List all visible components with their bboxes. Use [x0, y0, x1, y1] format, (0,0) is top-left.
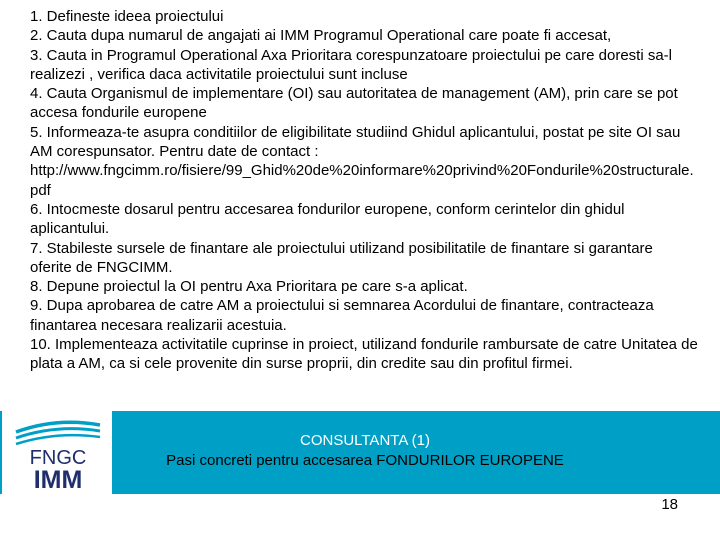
step-2: 2. Cauta dupa numarul de angajati ai IMM Programul Operational care poate fi accesat, — [30, 27, 612, 45]
fngc-imm-logo — [2, 411, 112, 494]
step-1: 1. Defineste ideea proiectului — [30, 8, 224, 25]
step-4: 4. Cauta Organismul de implementare (OI) sau autoritatea de management (AM), prin care se pot accesa fondurile europene — [30, 85, 678, 122]
footer-title: CONSULTANTA (1) — [299, 432, 430, 449]
page-number: 18 — [661, 496, 678, 513]
step-6: 6. Intocmeste dosarul pentru accesarea fondurilor europene, conform cerintelor din ghidul aplicantului. — [30, 200, 625, 238]
step-10: 10. Implementeaza activitatile cuprinse in proiect, utilizand fondurile rambursate de catre Unitatea de plata a AM, ca si cele provenite din surse proprii, din credite sau din profitul firmei. — [30, 336, 698, 373]
logo-top-text: FNGC — [29, 447, 87, 469]
step-9: 9. Dupa aprobarea de catre AM a proiectului si semnarea Acordului de finantare, contracteaza finantarea necesara realizarii acestuia. — [30, 297, 654, 334]
steps-list — [30, 7, 698, 374]
step-7: 7. Stabileste sursele de finantare ale proiectului utilizand posibilitatile de finantare si garantare oferite de FNGCIMM. — [30, 239, 653, 276]
step-8: 8. Depune proiectul la OI pentru Axa Prioritara pe care s-a aplicat. — [30, 278, 468, 296]
footer-subtitle: Pasi concreti pentru accesarea FONDURILOR EUROPENE — [166, 452, 564, 469]
logo-bottom-text: IMM — [33, 466, 83, 494]
contact-url-link[interactable]: http://www.fngcimm.ro/fisiere/99_Ghid%20de%20informare%20privind%20Fondurile%20structurale.pdf — [30, 162, 694, 199]
step-3: 3. Cauta in Programul Operational Axa Prioritara corespunzatoare proiectului pe care doresti sa-l realizezi , verifica daca activitatile proiectului sunt incluse — [30, 46, 672, 83]
step-5: 5. Informeaza-te asupra conditiilor de eligibilitate studiind Ghidul aplicantului, postat pe site OI sau AM corespunsator. Pentru date de contact : — [30, 123, 681, 161]
